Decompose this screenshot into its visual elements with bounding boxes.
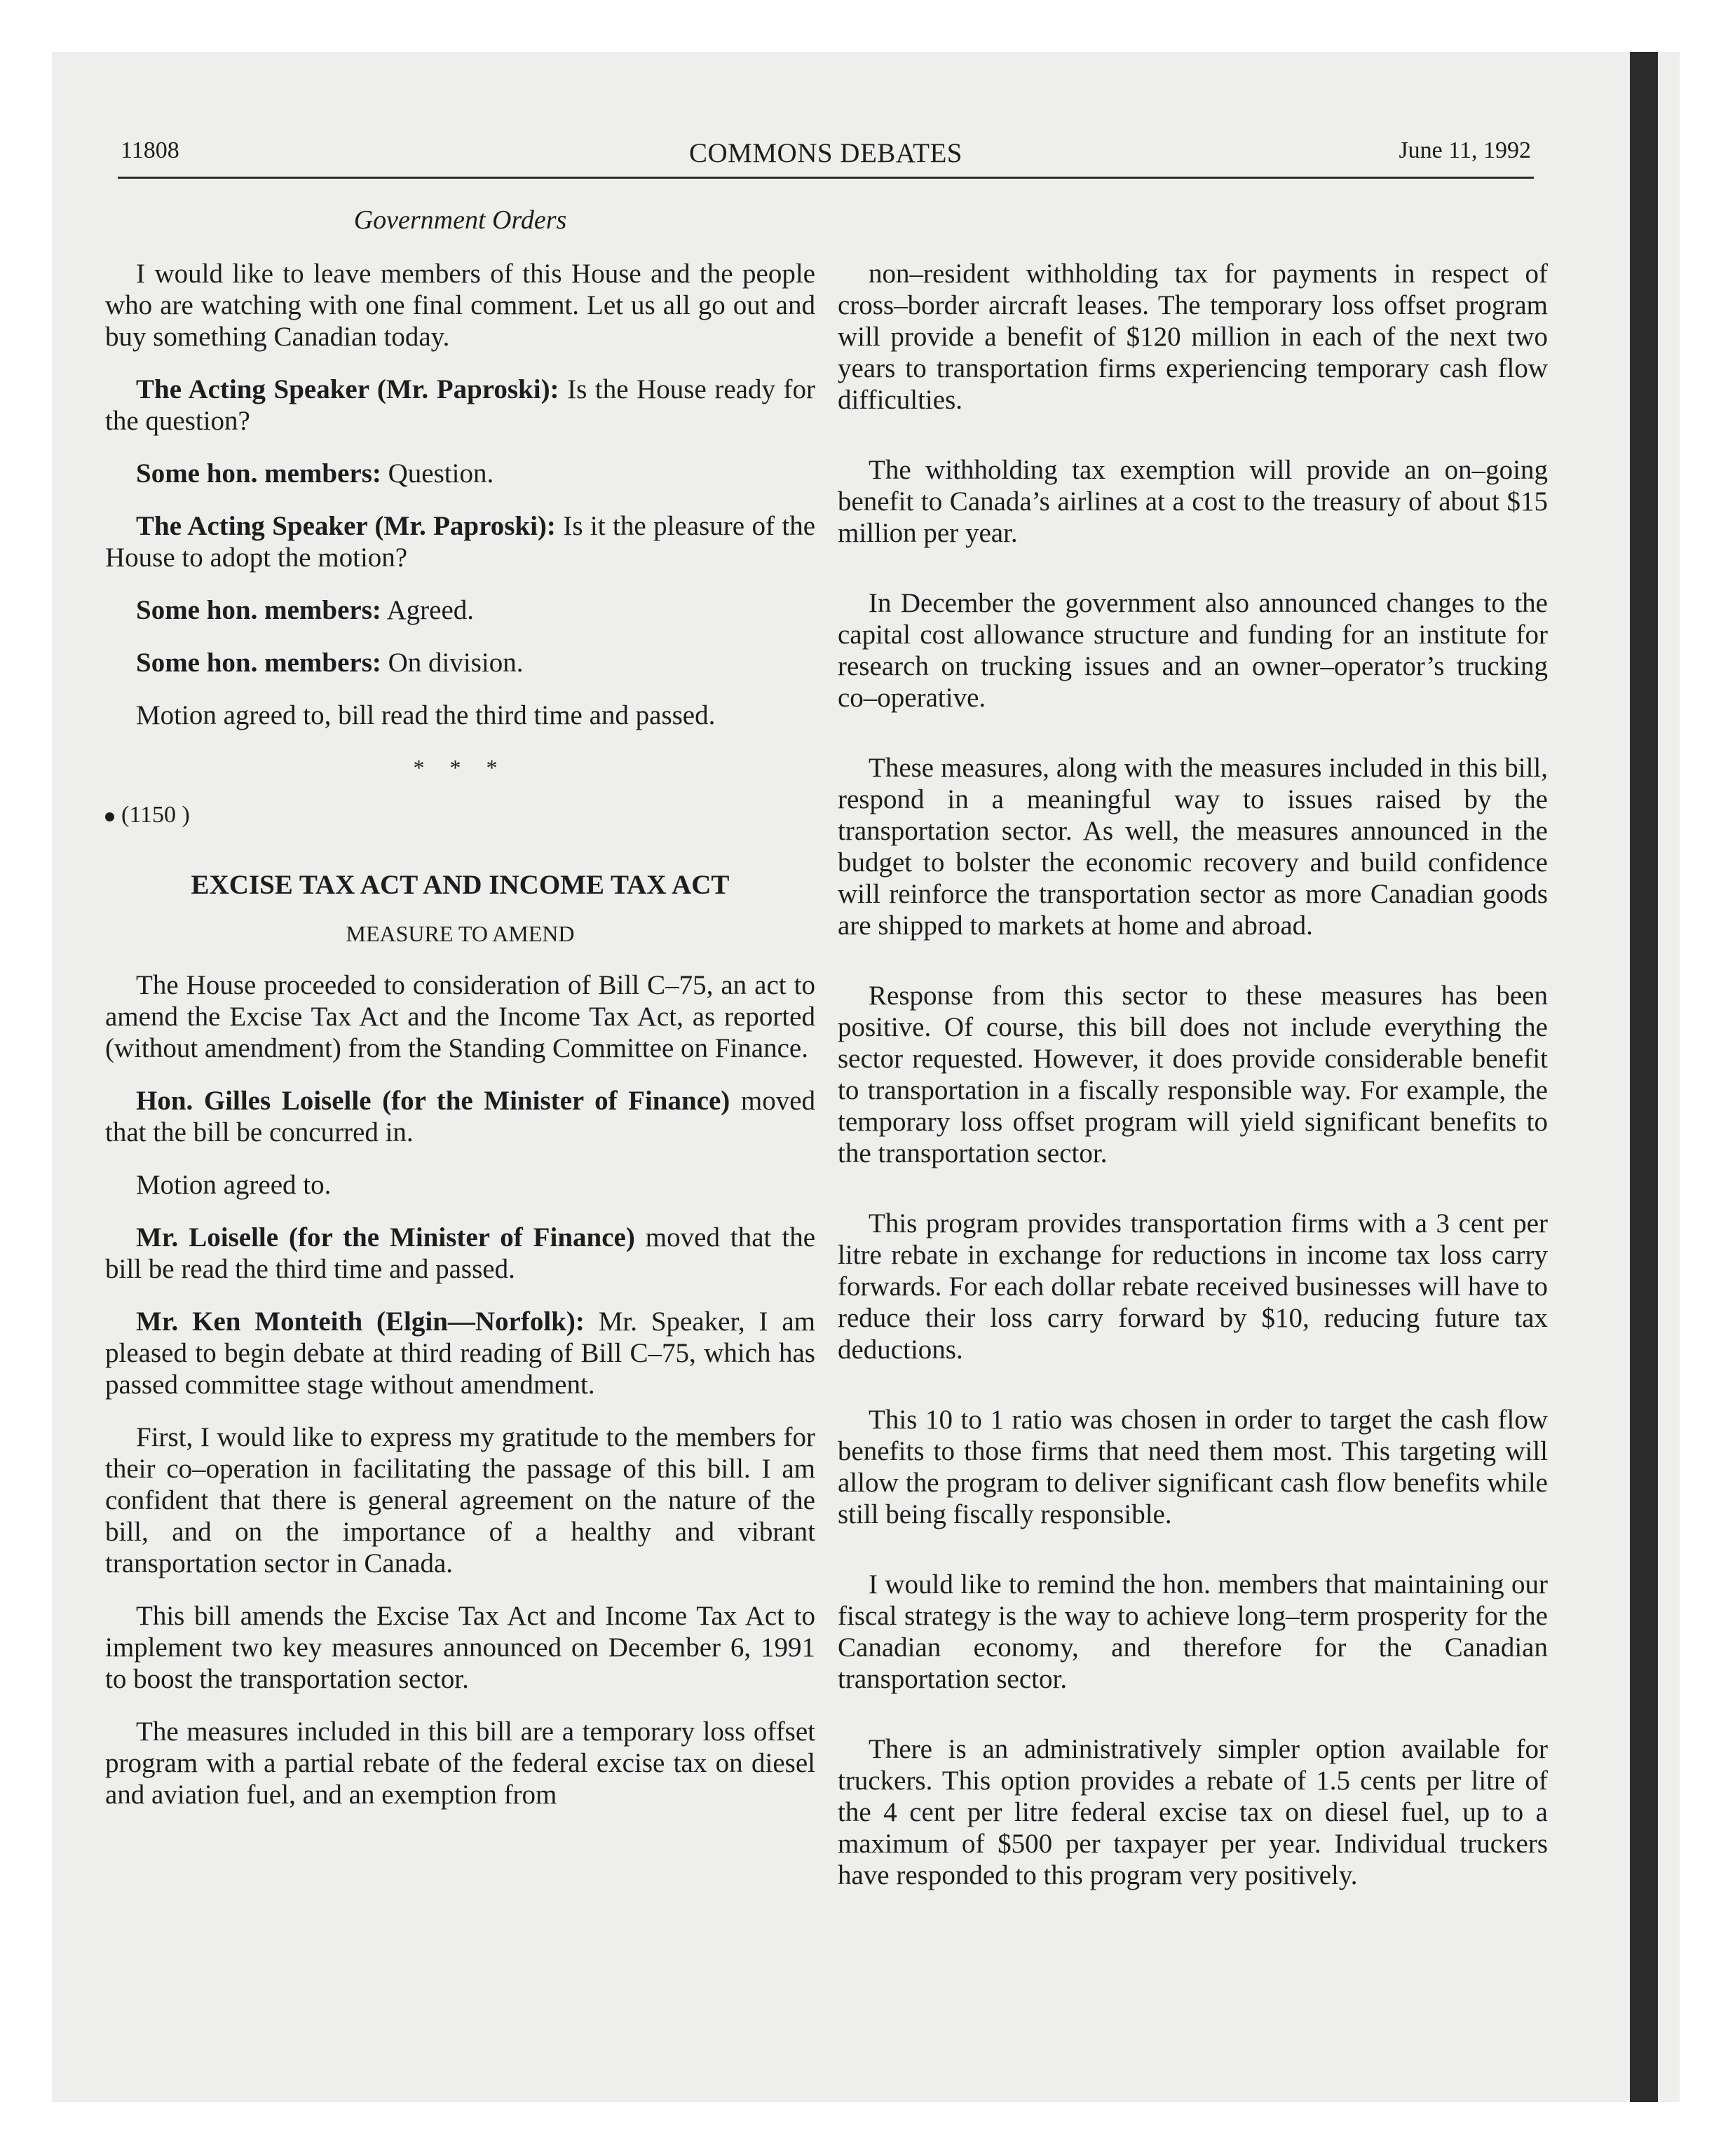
speech-text: Question. xyxy=(381,458,494,489)
speaker-name: Mr. Loiselle (for the Minister of Finance) xyxy=(136,1222,635,1253)
paragraph: There is an administratively simpler option available for truckers. This option provides a rebate of 1.5 cents per litre of the 4 cent per litre federal excise tax on diesel fuel, up to a maximum of $500 per taxpayer per year. Individual truckers have responded to this program very positively. xyxy=(838,1734,1548,1890)
speech-text: moved that the bill be read the third time and passed. xyxy=(105,1222,816,1284)
speech-text: moved that the bill be concurred in. xyxy=(105,1086,816,1147)
section-separator: * * * xyxy=(413,755,508,780)
speaker-name: Some hon. members: xyxy=(136,458,381,489)
bullet-icon xyxy=(105,812,114,821)
paragraph: Response from this sector to these measures has been positive. Of course, this bill does not include everything the sector requested. However, it does provide considerable benefit to transportation in a fiscally responsible way. For example, the temporary loss offset program will yield significant benefits to the transportation sector. xyxy=(838,981,1548,1168)
speaker-name: The Acting Speaker (Mr. Paproski): xyxy=(136,374,559,404)
journal-title: COMMONS DEBATES xyxy=(689,138,962,168)
bill-title: EXCISE TAX ACT AND INCOME TAX ACT xyxy=(191,870,730,900)
speaker-name: The Acting Speaker (Mr. Paproski): xyxy=(136,511,556,541)
speech-paragraph xyxy=(105,458,815,489)
timestamp-text: (1150 ) xyxy=(121,802,190,828)
page-header xyxy=(118,135,1534,179)
speech-text: Is the House ready for the question? xyxy=(105,374,815,436)
speech-paragraph xyxy=(105,374,815,437)
paragraph: This bill amends the Excise Tax Act and Income Tax Act to implement two key measures announced on December 6, 1991 to boost the transportation sector. xyxy=(105,1601,815,1694)
paragraph: The measures included in this bill are a temporary loss offset program with a partial rebate of the federal excise tax on diesel and aviation fuel, and an exemption from xyxy=(105,1717,815,1810)
speech-paragraph xyxy=(105,1306,815,1400)
paragraph: The withholding tax exemption will provide an on–going benefit to Canada’s airlines at a cost to the treasury of about $15 million per year. xyxy=(838,455,1548,548)
paragraph: First, I would like to express my gratitude to the members for their co–operation in facilitating the passage of this bill. I am confident that there is general agreement on the nature of the bill, and on the importance of a healthy and vibrant transportation sector in Canada. xyxy=(105,1422,815,1578)
timestamp xyxy=(105,799,815,831)
speech-paragraph xyxy=(105,1085,815,1148)
paragraph: In December the government also announced changes to the capital cost allowance structure and funding for an institute for research on trucking issues and an owner–operator’s trucking co–operative. xyxy=(838,588,1548,713)
speaker-name: Mr. Ken Monteith (Elgin—Norfolk): xyxy=(136,1306,585,1337)
speech-text: Mr. Speaker, I am pleased to begin debate at third reading of Bill C–75, which has passed committee stage without amendment. xyxy=(105,1306,815,1400)
bill-subtitle: MEASURE TO AMEND xyxy=(346,921,575,946)
speaker-name: Some hon. members: xyxy=(136,595,381,625)
left-column xyxy=(105,258,815,1831)
speech-text: Is it the pleasure of the House to adopt the motion? xyxy=(105,511,816,573)
speech-text: On division. xyxy=(381,648,524,678)
speaker-name: Some hon. members: xyxy=(136,648,381,678)
paragraph: This program provides transportation firms with a 3 cent per litre rebate in exchange for reductions in income tax loss carry forwards. For each dollar rebate received businesses will have to reduce their loss carry forward by $10, reducing future tax deductions. xyxy=(838,1208,1548,1365)
paragraph: Motion agreed to, bill read the third time and passed. xyxy=(136,700,716,730)
paragraph: Motion agreed to. xyxy=(136,1170,332,1200)
paragraph: The House proceeded to consideration of Bill C–75, an act to amend the Excise Tax Act and the Income Tax Act, as reported (without amendment) from the Standing Committee on Finance. xyxy=(105,970,815,1063)
scan-edge-shadow xyxy=(1630,52,1658,2102)
paragraph: These measures, along with the measures included in this bill, respond in a meaningful way to issues raised by the transportation sector. As well, the measures announced in the budget to bolster the economic recovery and build confidence will reinforce the transportation sector as more Canadian goods are shipped to markets at home and abroad. xyxy=(838,753,1548,941)
section-label: Government Orders xyxy=(353,205,567,235)
page-number: 11808 xyxy=(121,137,179,163)
speech-paragraph xyxy=(105,594,815,626)
speech-paragraph xyxy=(105,647,815,678)
paragraph: I would like to leave members of this House and the people who are watching with one final comment. Let us all go out and buy something Canadian today. xyxy=(105,259,815,352)
paragraph: This 10 to 1 ratio was chosen in order to target the cash flow benefits to those firms that need them most. This targeting will allow the program to deliver significant cash flow benefits while still being fiscally responsible. xyxy=(838,1405,1548,1529)
paragraph: non–resident withholding tax for payments in respect of cross–border aircraft leases. The temporary loss offset program will provide a benefit of $120 million in each of the next two years to transportation firms experiencing temporary cash flow difficulties. xyxy=(838,259,1548,415)
speech-paragraph xyxy=(105,510,815,573)
speaker-name: Hon. Gilles Loiselle (for the Minister of Finance) xyxy=(136,1086,730,1116)
paragraph: I would like to remind the hon. members that maintaining our fiscal strategy is the way to achieve long–term prosperity for the Canadian economy, and therefore for the Canadian transportation sector. xyxy=(838,1569,1548,1694)
right-column xyxy=(838,258,1548,1930)
speech-paragraph xyxy=(105,1222,815,1285)
speech-text: Agreed. xyxy=(381,595,475,625)
issue-date: June 11, 1992 xyxy=(1399,137,1531,163)
